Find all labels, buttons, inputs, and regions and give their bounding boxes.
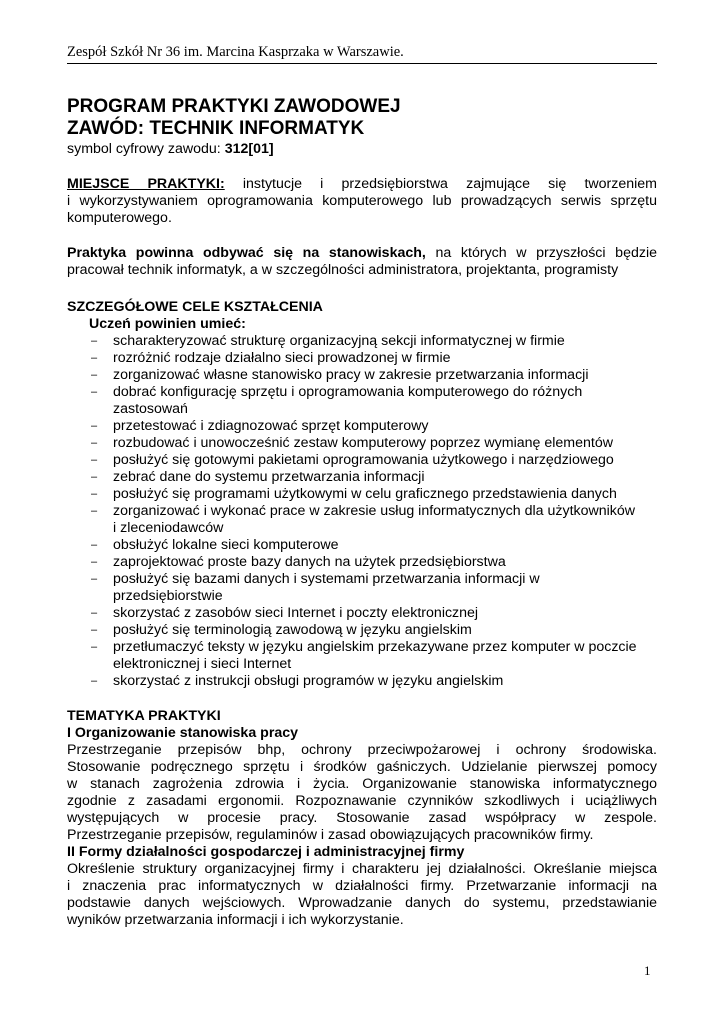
- paragraph-line: Stosowanie podręcznego sprzętu i środków gaśniczych. Udzielanie pierwszej pomocy: [67, 759, 657, 775]
- document-body: [67, 96, 657, 929]
- paragraph-line: Przestrzeganie przepisów, regulaminów i zasad obowiązujących pracowników firmy.: [67, 827, 594, 843]
- dash-bullet: –: [90, 488, 98, 500]
- dash-bullet: –: [90, 454, 98, 466]
- goal-item-text: obsłużyć lokalne sieci komputerowe: [113, 537, 339, 553]
- paragraph-line: Określenie struktury organizacyjnej firmy i charakteru jej działalności. Określanie miejsca: [67, 861, 657, 877]
- miejsce-label: MIEJSCE PRAKTYKI:: [67, 176, 225, 192]
- tematyka-section: [67, 708, 657, 929]
- goal-item: [67, 384, 657, 418]
- dash-bullet: –: [90, 386, 98, 398]
- section-1-body: [67, 742, 657, 844]
- goal-item-text: rozróżnić rodzaje działalno sieci prowadzonej w firmie: [113, 350, 451, 366]
- goal-item-text: zaprojektować proste bazy danych na użytek przedsiębiorstwa: [113, 554, 506, 570]
- goal-item-text: zorganizować i wykonać prace w zakresie usług informatycznych dla użytkowników: [113, 503, 636, 519]
- dash-bullet: –: [90, 573, 98, 585]
- dash-bullet: –: [90, 352, 98, 364]
- section-1-title: I Organizowanie stanowiska pracy: [67, 725, 299, 741]
- dash-bullet: –: [90, 641, 98, 653]
- goal-item-text: zastosowań: [113, 401, 188, 417]
- goal-item-text: przetestować i zdiagnozować sprzęt komputerowy: [113, 418, 429, 434]
- goal-item: [67, 486, 657, 503]
- goal-item: [67, 673, 657, 690]
- paragraph-line: w stanach zagrożenia zdrowia i życia. Organizowanie stanowiska informatycznego: [67, 776, 657, 792]
- dash-bullet: –: [90, 420, 98, 432]
- miejsce-line-3: komputerowego.: [67, 210, 172, 226]
- stanowiska-line-1: Praktyka powinna odbywać się na stanowiskach, na których w przyszłości będzie: [67, 245, 657, 261]
- stanowiska-line-2: pracował technik informatyk, a w szczególności administratora, projektanta, programisty: [67, 262, 619, 278]
- cele-title: SZCZEGÓŁOWE CELE KSZTAŁCENIA: [67, 299, 323, 315]
- goal-item-text: i zleceniodawców: [113, 520, 224, 536]
- goal-item: [67, 418, 657, 435]
- goal-item-text: posłużyć się bazami danych i systemami przetwarzania informacji w: [113, 571, 540, 587]
- profession-title: ZAWÓD: TECHNIK INFORMATYK: [67, 118, 365, 139]
- dash-bullet: –: [90, 471, 98, 483]
- paragraph-line: podstawie danych wejściowych. Wprowadzanie danych do systemu, przedstawianie: [67, 895, 657, 911]
- goal-item: [67, 639, 657, 673]
- paragraph-line: Przestrzeganie przepisów bhp, ochrony przeciwpożarowej i ochrony środowiska.: [67, 742, 657, 758]
- goal-item: [67, 435, 657, 452]
- profession-symbol: [67, 141, 657, 158]
- goal-item-text: skorzystać z zasobów sieci Internet i poczty elektronicznej: [113, 605, 479, 621]
- symbol-value: 312[01]: [224, 141, 274, 157]
- goal-item-text: posłużyć się programami użytkowymi w celu graficznego przedstawienia danych: [113, 486, 617, 502]
- miejsce-praktyki-paragraph: [67, 176, 657, 227]
- goal-item: [67, 605, 657, 622]
- goal-item: [67, 537, 657, 554]
- goal-item-text: elektronicznej i sieci Internet: [113, 656, 292, 672]
- dash-bullet: –: [90, 369, 98, 381]
- goal-item-text: zebrać dane do systemu przetwarzania informacji: [113, 469, 425, 485]
- goal-item: [67, 571, 657, 605]
- goal-item: [67, 350, 657, 367]
- goal-item-text: rozbudować i unowocześnić zestaw komputerowy poprzez wymianę elementów: [113, 435, 613, 451]
- goals-list: [67, 333, 657, 690]
- goal-item-text: posłużyć się terminologią zawodową w języku angielskim: [113, 622, 472, 638]
- program-title: PROGRAM PRAKTYKI ZAWODOWEJ: [67, 96, 401, 117]
- cele-section: [67, 299, 657, 690]
- page-header: Zespół Szkół Nr 36 im. Marcina Kasprzaka w Warszawie.: [67, 43, 657, 64]
- dash-bullet: –: [90, 675, 98, 687]
- goal-item-text: przedsiębiorstwie: [113, 588, 223, 604]
- stanowiska-paragraph: [67, 245, 657, 279]
- goal-item-text: zorganizować własne stanowisko pracy w zakresie przetwarzania informacji: [113, 367, 589, 383]
- section-2-title: II Formy działalności gospodarczej i administracyjnej firmy: [67, 844, 465, 860]
- goal-item: [67, 367, 657, 384]
- dash-bullet: –: [90, 437, 98, 449]
- section-2-body: [67, 861, 657, 929]
- goal-item: [67, 554, 657, 571]
- dash-bullet: –: [90, 607, 98, 619]
- paragraph-line: wyników przetwarzania informacji i ich wykorzystanie.: [67, 912, 404, 928]
- cele-intro: Uczeń powinien umieć:: [89, 316, 246, 332]
- miejsce-line-1: MIEJSCE PRAKTYKI: instytucje i przedsiębiorstwa zajmujące się tworzeniem: [67, 176, 657, 192]
- dash-bullet: –: [90, 556, 98, 568]
- goal-item: [67, 503, 657, 537]
- paragraph-line: zgodnie z zasadami ergonomii. Rozpoznawanie czynników szkodliwych i uciążliwych: [67, 793, 657, 809]
- goal-item-text: przetłumaczyć teksty w języku angielskim przekazywane przez komputer w poczcie: [113, 639, 637, 655]
- goal-item-text: scharakteryzować strukturę organizacyjną sekcji informatycznej w firmie: [113, 333, 565, 349]
- page-number: 1: [644, 963, 651, 978]
- goal-item: [67, 469, 657, 486]
- goal-item-text: dobrać konfigurację sprzętu i oprogramowania komputerowego do różnych: [113, 384, 583, 400]
- goal-item: [67, 622, 657, 639]
- dash-bullet: –: [90, 539, 98, 551]
- dash-bullet: –: [90, 335, 98, 347]
- tematyka-title: TEMATYKA PRAKTYKI: [67, 708, 221, 724]
- stanowiska-bold: Praktyka powinna odbywać się na stanowiskach,: [67, 245, 426, 261]
- goal-item-text: skorzystać z instrukcji obsługi programów w języku angielskim: [113, 673, 504, 689]
- goal-item: [67, 452, 657, 469]
- dash-bullet: –: [90, 624, 98, 636]
- goal-item: [67, 333, 657, 350]
- dash-bullet: –: [90, 505, 98, 517]
- goal-item-text: posłużyć się gotowymi pakietami oprogramowania użytkowego i narzędziowego: [113, 452, 614, 468]
- miejsce-line-2: i wykorzystywaniem oprogramowania komputerowego lub prowadzących serwis sprzętu: [67, 193, 657, 209]
- paragraph-line: występujących w procesie pracy. Stosowanie zasad współpracy w zespole.: [67, 810, 657, 826]
- symbol-label: symbol cyfrowy zawodu:: [67, 141, 221, 157]
- paragraph-line: i znaczenia prac informatycznych w działalności firmy. Przetwarzanie informacji na: [67, 878, 657, 894]
